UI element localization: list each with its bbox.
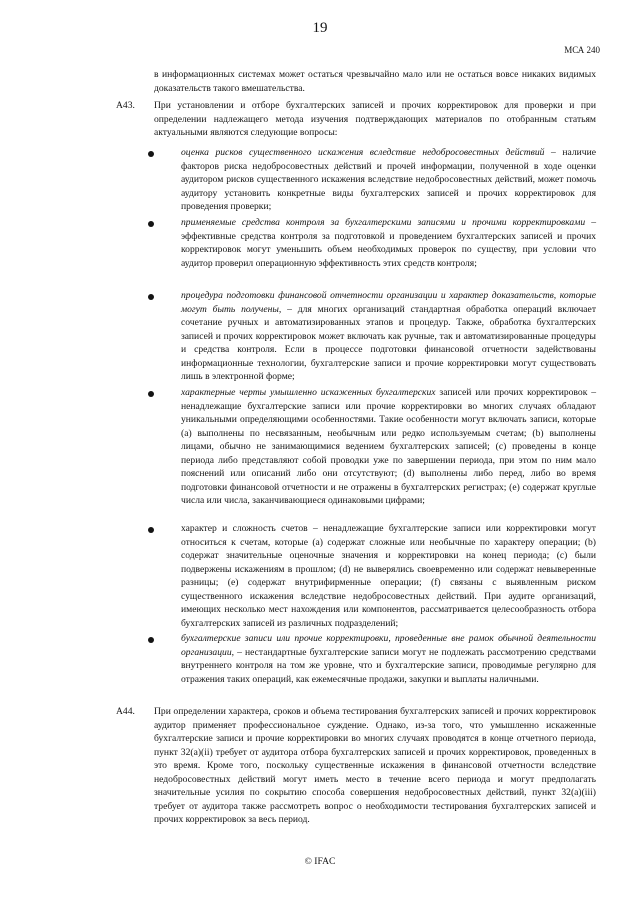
bullet-dot — [148, 294, 154, 300]
bullet-item-reporting-process — [181, 289, 596, 384]
bullet-dot — [148, 637, 154, 643]
page-number: 19 — [312, 20, 328, 36]
bullet-dot — [148, 221, 154, 227]
bullet-item-characteristics — [181, 386, 596, 508]
bullet-dot — [148, 391, 154, 397]
bullet-italic: оценка рисков существенного искажения вследствие недобросовестных действий — [181, 147, 545, 158]
document-code: МСА 240 — [564, 45, 600, 55]
paragraph-a44: При определении характера, сроков и объема тестирования бухгалтерских записей и прочих корректировок аудитор применяет профессиональное суждение. Однако, из-за того, что умышленно искаженные бухгалтерские записи и прочие корректировки во многих случаях проводятся в конце отчетного периода, пункт 32(a)(ii) требует от аудитора отбора бухгалтерских записей и прочих корректировок, проведенных в это время. Кроме того, поскольку существенные искажения в финансовой отчетности вследствие недобросовестных действий могут иметь место в течение всего периода и могут предполагать значительные усилия по сокрытию способа совершения недобросовестных действий, пункт 32(a)(iii) требует от аудитора также рассмотреть вопрос о необходимости тестирования бухгалтерских записей и прочих корректировок за весь период. — [154, 706, 596, 825]
bullet-italic: применяемые средства контроля за бухгалтерскими записями и прочими корректировками — [181, 217, 586, 228]
paragraph-label-a44: A44. — [116, 706, 135, 717]
footer-copyright: © IFAC — [304, 856, 336, 867]
bullet-text: – нестандартные бухгалтерские записи могут не подлежать рассмотрению средствами внутреннего контроля на том же уровне, что и бухгалтерские записи, проводимые регулярно для отражения таких операций, как ежемесячные продажи, закупки и выплаты наличными. — [181, 646, 596, 685]
paragraph-label-a43: A43. — [116, 100, 135, 111]
continuation-paragraph: в информационных системах может остаться чрезвычайно мало или не остаться вовсе никаких видимых доказательств такого вмешательства. — [154, 69, 596, 94]
bullet-item-controls — [181, 216, 596, 270]
bullet-italic: процедура подготовки финансовой отчетности организации и характер доказательств, которые могут быть получены, — [181, 290, 596, 315]
bullet-item-account-nature — [181, 522, 596, 630]
paragraph-a43-intro: При установлении и отборе бухгалтерских записей и прочих корректировок для проверки и при определении надлежащего метода изучения подтверждающих материалов по отобранным статьям актуальными являются следующие вопросы: — [154, 100, 596, 138]
bullet-text: записей или прочих корректировок – ненадлежащие бухгалтерские записи или прочие корректировки во многих случаях обладают уникальными определяющими особенностями. Такие особенности могут включать записи, которые (a) выполнены по несвязанным, необычным или редко используемым счетам; (b) выполнены лицами, обычно не занимающимися ведением бухгалтерских записей; (c) проведены в конце периода либо представляют собой проводки уже по завершении периода, при этом по ним мало пояснений или описаний либо они отсутствуют; (d) выполнены либо перед, либо во время подготовки финансовой отчетности и не отражены в бухгалтерских регистрах; (e) содержат круглые числа или числа, заканчивающиеся одинаковыми цифрами; — [181, 387, 596, 506]
bullet-item-non-standard — [181, 632, 596, 686]
bullet-italic: бухгалтерские записи или прочие корректировки, проведенные вне рамок обычной деятельности организации, — [181, 633, 596, 658]
bullet-item-risk-assessment — [181, 146, 596, 214]
bullet-text: характер и сложность счетов – ненадлежащие бухгалтерские записи или корректировки могут относиться к счетам, которые (a) содержат сложные или необычные по характеру операции; (b) содержат значительные оценочные значения и корректировки на конец периода; (c) были подвержены искажениям в прошлом; (d) не выверялись своевременно или содержат невыверенные разницы; (e) содержат внутрифирменные операции; (f) связаны с выявленным риском существенного искажения вследствие недобросовестных действий. При аудите организаций, имеющих несколько мест нахождения или компонентов, рассматривается целесообразность отбора бухгалтерских записей из различных подразделений; — [181, 523, 596, 629]
bullet-dot — [148, 151, 154, 157]
bullet-text: – наличие факторов риска недобросовестных действий и прочей информации, полученной в ходе оценки аудитором рисков существенного искажения вследствие недобросовестных действий, может помочь аудитору установить конкретные виды бухгалтерских записей и прочих корректировок для проведения проверки; — [181, 147, 596, 212]
bullet-dot — [148, 527, 154, 533]
bullet-text: – для многих организаций стандартная обработка операций включает сочетание ручных и автоматизированных этапов и процедур. Также, обработка бухгалтерских записей и прочих корректировок может включать как ручные, так и автоматизированные процедуры и средства контроля. Если в процессе подготовки финансовой отчетности задействованы информационные технологии, бухгалтерские записи и прочие корректировки могут существовать лишь в электронной форме; — [181, 303, 597, 382]
bullet-text: – эффективные средства контроля за подготовкой и проведением бухгалтерских записей и прочих корректировок могут уменьшить объем необходимых проверок по существу, при условии что аудитор проверил операционную эффективность этих средств контроля; — [181, 217, 596, 269]
bullet-italic: характерные черты умышленно искаженных бухгалтерских — [181, 387, 436, 398]
